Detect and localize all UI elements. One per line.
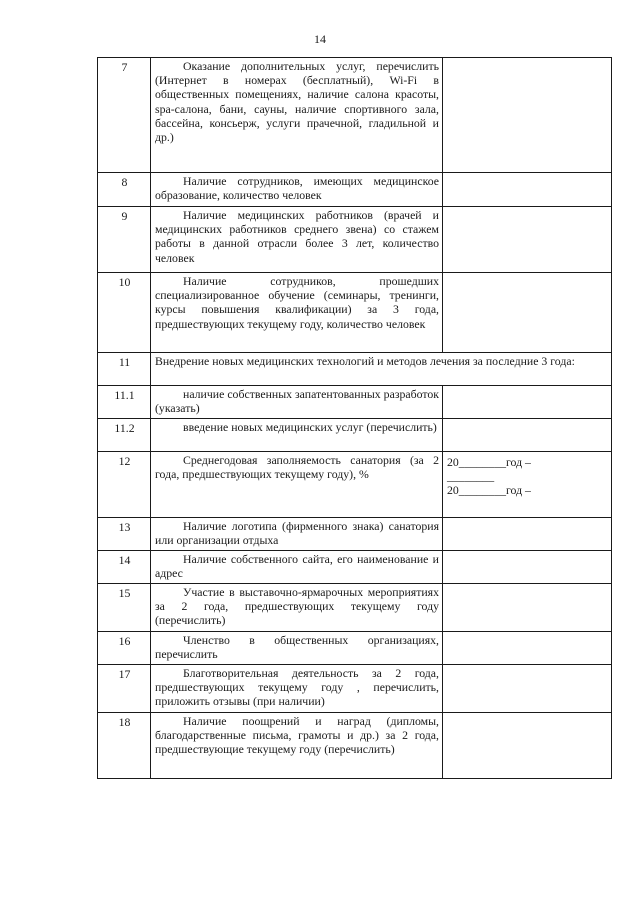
row-description [151, 273, 443, 353]
row-description [151, 419, 443, 452]
table-row-17 [98, 665, 612, 713]
row-number: 16 [98, 632, 151, 665]
answer-cell[interactable] [443, 207, 612, 273]
table-row-16 [98, 632, 612, 665]
row-text: Наличие медицинских работников (врачей и медицинских работников среднего звена) со стажем работы в данной отрасли более 3 лет, количество человек [155, 208, 439, 265]
table-row-14 [98, 551, 612, 584]
occupancy-answer [447, 453, 608, 498]
row-description [151, 58, 443, 173]
row-text: Наличие поощрений и наград (дипломы, благодарственные письма, грамоты и др.) за 2 года, предшествующие текущему году (перечислить) [155, 714, 439, 757]
answer-cell[interactable] [443, 58, 612, 173]
row-number: 12 [98, 452, 151, 518]
row-number: 13 [98, 518, 151, 551]
page-number: 14 [314, 32, 326, 46]
row-number: 10 [98, 273, 151, 353]
row-number: 14 [98, 551, 151, 584]
row-text: Членство в общественных организациях, перечислить [155, 633, 439, 662]
answer-cell[interactable] [443, 584, 612, 632]
row-description [151, 173, 443, 207]
row-number: 9 [98, 207, 151, 273]
table-row-10 [98, 273, 612, 353]
row-number: 15 [98, 584, 151, 632]
row-number: 18 [98, 713, 151, 779]
table-row-12 [98, 452, 612, 518]
row-text: введение новых медицинских услуг (перечислить) [183, 420, 437, 434]
row-number: 7 [98, 58, 151, 173]
row-text: Наличие сотрудников, имеющих медицинское образование, количество человек [155, 174, 439, 203]
row-description [151, 518, 443, 551]
table-row-8 [98, 173, 612, 207]
row-number: 11 [98, 353, 151, 386]
row-text: Участие в выставочно-ярмарочных мероприятиях за 2 года, предшествующих текущему году (перечислить) [155, 585, 439, 628]
row-description [151, 207, 443, 273]
table-row-15 [98, 584, 612, 632]
answer-cell[interactable] [443, 551, 612, 584]
row-description [151, 386, 443, 419]
answer-cell[interactable] [443, 386, 612, 419]
row-text: Наличие собственного сайта, его наименование и адрес [155, 552, 439, 581]
answer-cell[interactable] [443, 665, 612, 713]
answer-cell[interactable] [443, 632, 612, 665]
table-row-9 [98, 207, 612, 273]
row-description [151, 452, 443, 518]
row-text: наличие собственных запатентованных разработок (указать) [155, 387, 439, 416]
table-row-7 [98, 58, 612, 173]
row-description [151, 665, 443, 713]
answer-cell[interactable] [443, 518, 612, 551]
row-text: Оказание дополнительных услуг, перечислить (Интернет в номерах (бесплатный), Wi-Fi в общественных помещениях, наличие салона красоты, spa-салона, бани, сауны, наличие спортивного зала, бассейна, консьерж, услуги прачечной, гладильной и др.) [155, 59, 439, 145]
table-row-11-1 [98, 386, 612, 419]
table-row-11 [98, 353, 612, 386]
row-number: 8 [98, 173, 151, 207]
year-line-2[interactable]: 20________год – [447, 483, 531, 498]
row-text: Среднегодовая заполняемость санатория (за 2 года, предшествующих текущему году), % [155, 453, 439, 482]
row-description [151, 632, 443, 665]
year-line-1-continuation[interactable]: ________ [447, 469, 495, 484]
row-text: Благотворительная деятельность за 2 года, предшествующих текущему году , перечислить, приложить отзывы (при наличии) [155, 666, 439, 709]
table-row-11-2 [98, 419, 612, 452]
row-number: 11.2 [98, 419, 151, 452]
year-line-1[interactable]: 20________год – [447, 455, 531, 469]
table-row-18 [98, 713, 612, 779]
row-text: Наличие логотипа (фирменного знака) санатория или организации отдыха [155, 519, 439, 548]
row-text: Внедрение новых медицинских технологий и методов лечения за последние 3 года: [155, 354, 575, 368]
answer-cell[interactable] [443, 713, 612, 779]
row-description [151, 713, 443, 779]
row-description [151, 353, 612, 386]
row-description [151, 551, 443, 584]
answer-cell[interactable] [443, 273, 612, 353]
row-number: 11.1 [98, 386, 151, 419]
row-text: Наличие сотрудников, прошедших специализированное обучение (семинары, тренинги, курсы повышения квалификации) за 3 года, предшествующих текущему году, количество человек [155, 274, 439, 331]
table-row-13 [98, 518, 612, 551]
answer-cell[interactable] [443, 173, 612, 207]
row-description [151, 584, 443, 632]
answer-cell[interactable] [443, 419, 612, 452]
answer-cell[interactable] [443, 452, 612, 518]
row-number: 17 [98, 665, 151, 713]
questionnaire-table [97, 57, 612, 779]
